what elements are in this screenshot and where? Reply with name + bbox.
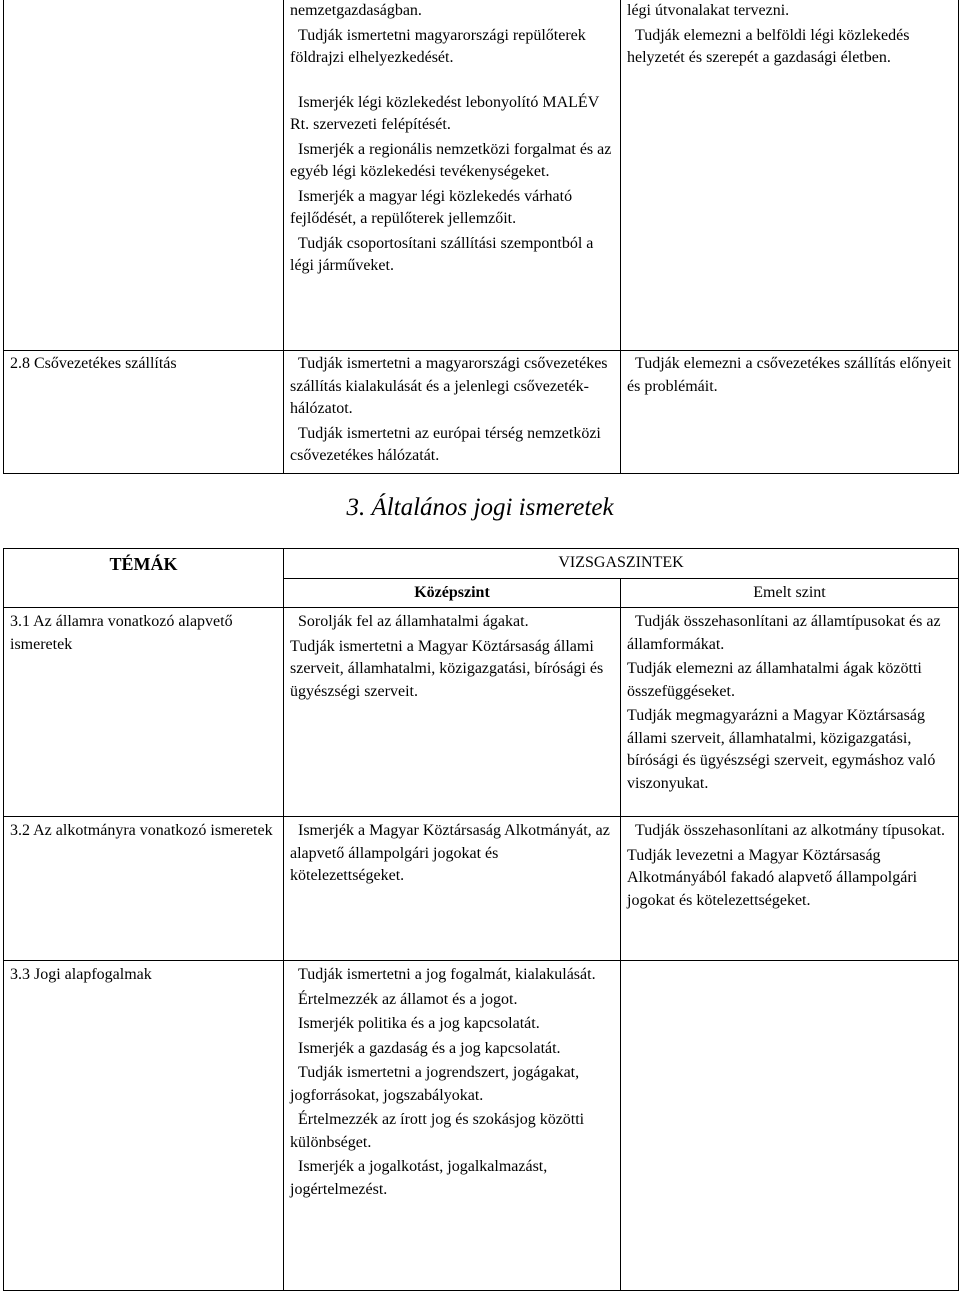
requirement-text: Értelmezzék az államot és a jogot. <box>298 990 518 1008</box>
kozepszint-header: Középszint <box>284 578 621 608</box>
requirement-text: Ismerjék légi közlekedést lebonyolító MALÉV Rt. szervezeti felépítését. <box>290 93 599 133</box>
table-row <box>4 608 959 817</box>
mid-level-cell <box>284 0 621 351</box>
requirement-text: Tudják csoportosítani szállítási szempontból a légi járműveket. <box>290 234 594 274</box>
requirement-text: Tudják összehasonlítani az alkotmány típusokat. <box>635 822 946 839</box>
spacer <box>290 72 614 90</box>
requirement-text: Tudják levezetni a Magyar Köztársaság Alkotmányából fakadó alapvető állampolgári jogokat és kötelezettségeket. <box>627 846 918 909</box>
mid-level-cell <box>284 817 621 961</box>
requirement-text: Tudják elemezni a belföldi légi közlekedés helyzetét és szerepét a gazdasági életben. <box>627 26 910 66</box>
requirement-text: Ismerjék a jogalkotást, jogalkalmazást, jogértelmezést. <box>290 1158 548 1198</box>
advanced-level-cell <box>621 351 959 474</box>
requirement-text: Ismerjék a Magyar Köztársaság Alkotmányát, az alapvető állampolgári jogokat és kötelezettségeket. <box>290 822 610 884</box>
table-row <box>4 817 959 961</box>
advanced-level-cell <box>621 817 959 961</box>
table-row <box>4 961 959 1291</box>
requirement-text: Tudják összehasonlítani az államtípusokat és az államformákat. <box>627 613 941 653</box>
topic-text: 3.1 Az államra vonatkozó alapvető ismeretek <box>10 613 233 653</box>
requirement-text: Értelmezzék az írott jog és szokásjog közötti különbséget. <box>290 1111 585 1151</box>
topic-text: 3.2 Az alkotmányra vonatkozó ismeretek <box>10 822 273 839</box>
section-title: 3. Általános jogi ismeretek <box>346 494 614 521</box>
requirement-text: légi útvonalakat tervezni. <box>627 2 790 19</box>
temak-header: TÉMÁK <box>4 549 284 608</box>
requirement-text: Tudják ismertetni a jog fogalmát, kialakulását. <box>298 966 596 983</box>
advanced-level-cell <box>621 961 959 1291</box>
requirement-text: Tudják ismertetni magyarországi repülőterek földrajzi elhelyezkedését. <box>290 26 586 66</box>
requirement-text: Tudják ismertetni a magyarországi csővezetékes szállítás kialakulását és a jelenlegi csővezeték-hálózatot. <box>290 355 608 417</box>
requirement-text: Sorolják fel az államhatalmi ágakat. <box>298 613 529 630</box>
topic-text: 2.8 Csővezetékes szállítás <box>10 355 177 372</box>
requirement-text: Ismerjék a magyar légi közlekedés várható fejlődését, a repülőterek jellemzőit. <box>290 187 573 227</box>
advanced-level-cell <box>621 608 959 817</box>
table-row <box>4 351 959 474</box>
requirement-text: Ismerjék politika és a jog kapcsolatát. <box>298 1015 540 1032</box>
mid-level-cell <box>284 608 621 817</box>
requirement-text: Ismerjék a regionális nemzetközi forgalmat és az egyéb légi közlekedési tevékenységeket. <box>290 140 612 180</box>
requirement-text: Tudják megmagyarázni a Magyar Köztársaság állami szerveit, államhatalmi, közigazgatási, bírósági és ügyészségi szerveit, egymáshoz való viszonyukat. <box>627 707 936 792</box>
topic-cell <box>4 817 284 961</box>
transport-topics-table <box>3 0 959 474</box>
advanced-level-cell <box>621 0 959 351</box>
topic-cell <box>4 961 284 1291</box>
requirement-text: Tudják ismertetni a jogrendszert, jogágakat, jogforrásokat, jogszabályokat. <box>290 1064 580 1104</box>
topic-cell <box>4 351 284 474</box>
mid-level-cell <box>284 351 621 474</box>
requirement-text: Tudják ismertetni a Magyar Köztársaság állami szerveit, államhatalmi, közigazgatási, bírósági és ügyészségi szerveit. <box>290 637 604 700</box>
mid-level-cell <box>284 961 621 1291</box>
topic-text: 3.3 Jogi alapfogalmak <box>10 966 152 983</box>
requirement-text: Tudják ismertetni az európai térség nemzetközi csővezetékes hálózatát. <box>290 424 601 464</box>
requirement-text: Tudják elemezni az államhatalmi ágak közötti összefüggéseket. <box>627 660 922 700</box>
requirement-text: Tudják elemezni a csővezetékes szállítás előnyeit és problémáit. <box>627 355 952 395</box>
topic-cell <box>4 608 284 817</box>
vizsgaszintek-header: VIZSGASZINTEK <box>284 549 959 579</box>
legal-topics-table <box>3 548 959 1291</box>
emelt-header: Emelt szint <box>621 578 959 608</box>
requirement-text: nemzetgazdaságban. <box>290 2 422 19</box>
requirement-text: Ismerjék a gazdaság és a jog kapcsolatát. <box>298 1039 561 1057</box>
header-row <box>4 549 959 579</box>
table-row <box>4 0 959 351</box>
topic-cell <box>4 0 284 351</box>
